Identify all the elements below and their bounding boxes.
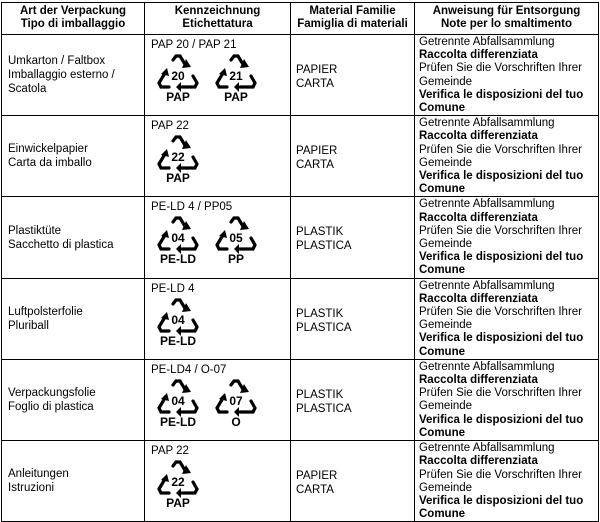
marking-code: PAP 22 (151, 120, 189, 133)
recycling-symbol (155, 135, 201, 184)
packaging-line: Pluriball (8, 319, 49, 332)
disposal-line: Getrennte Abfallsammlung (419, 198, 555, 211)
header-disposal: Anweisung für Entsorgung Note per lo smaltimento (415, 3, 599, 35)
material-abbreviation: O (231, 414, 241, 429)
marking-cell (145, 359, 291, 440)
recycling-triangle-icon (214, 54, 258, 92)
recycling-symbol (155, 379, 201, 428)
table-row (2, 441, 599, 522)
disposal-line: Comune (419, 508, 465, 521)
resin-number: 05 (229, 231, 243, 246)
packaging-line: Istruzioni (8, 482, 55, 495)
disposal-line: Getrennte Abfallsammlung (419, 442, 555, 455)
marking-cell (145, 441, 291, 522)
disposal-line: Prüfen Sie die Vorschriften Ihrer (419, 143, 582, 156)
disposal-cell (415, 116, 599, 197)
disposal-line: Gemeinde (419, 319, 473, 332)
marking-code: PE-LD 4 (151, 282, 195, 295)
material-abbreviation: PAP (166, 171, 190, 186)
table-row (2, 197, 599, 278)
disposal-line: Raccolta differenziata (419, 374, 538, 387)
material-line: PLASTIK (296, 388, 344, 401)
recycling-symbol (155, 216, 201, 265)
recycling-symbol (213, 216, 259, 265)
marking-cell (145, 116, 291, 197)
recycling-symbol (155, 298, 201, 347)
marking-code: PAP 22 (151, 445, 189, 458)
packaging-line: Plastiktüte (8, 224, 62, 237)
disposal-line: Prüfen Sie die Vorschriften Ihrer (419, 306, 582, 319)
header-row (2, 3, 599, 35)
disposal-line: Raccolta differenziata (419, 49, 538, 62)
packaging-cell (2, 359, 145, 440)
disposal-line: Comune (419, 426, 465, 439)
table-row (2, 359, 599, 440)
disposal-cell (415, 441, 599, 522)
disposal-line: Getrennte Abfallsammlung (419, 279, 555, 292)
disposal-line: Comune (419, 345, 465, 358)
material-cell (291, 278, 415, 359)
disposal-line: Verifica le disposizioni del tuo (419, 88, 584, 101)
packaging-cell (2, 197, 145, 278)
recycling-triangle-icon (214, 216, 258, 254)
table-row (2, 116, 599, 197)
disposal-cell (415, 359, 599, 440)
material-abbreviation: PAP (224, 90, 248, 104)
disposal-line: Getrennte Abfallsammlung (419, 360, 555, 373)
recycling-triangle-icon (156, 379, 200, 417)
disposal-table (1, 2, 599, 522)
disposal-line: Comune (419, 183, 465, 196)
recycling-triangle-icon (156, 298, 200, 336)
resin-number: 07 (229, 393, 243, 408)
material-line: PLASTICA (296, 402, 352, 415)
packaging-cell (2, 116, 145, 197)
disposal-line: Verifica le disposizioni del tuo (419, 494, 584, 507)
marking-code: PAP 20 / PAP 21 (151, 39, 237, 51)
packaging-cell (2, 278, 145, 359)
recycling-symbol (155, 460, 201, 509)
packaging-line: Carta da imballo (8, 157, 92, 170)
material-line: PAPIER (296, 145, 338, 158)
material-cell (291, 359, 415, 440)
packaging-line: Sacchetto di plastica (8, 238, 114, 251)
disposal-cell (415, 35, 599, 116)
resin-number: 20 (171, 69, 185, 83)
material-line: PLASTIK (296, 307, 344, 320)
material-line: CARTA (296, 484, 334, 497)
disposal-line: Verifica le disposizioni del tuo (419, 170, 584, 183)
disposal-line: Raccolta differenziata (419, 130, 538, 143)
disposal-line: Gemeinde (419, 481, 473, 494)
disposal-cell (415, 197, 599, 278)
packaging-cell (2, 35, 145, 116)
packaging-line: Anleitungen (8, 468, 69, 481)
resin-number: 21 (229, 69, 243, 83)
recycling-symbol (155, 54, 201, 103)
material-abbreviation: PAP (166, 496, 190, 511)
marking-cell (145, 35, 291, 116)
recycling-triangle-icon (156, 460, 200, 498)
recycling-triangle-icon (156, 54, 200, 92)
recycling-triangle-icon (214, 379, 258, 417)
material-abbreviation: PAP (166, 90, 190, 104)
packaging-line: Scatola (8, 83, 47, 96)
disposal-line: Prüfen Sie die Vorschriften Ihrer (419, 387, 582, 400)
recycling-symbols (155, 135, 290, 184)
marking-code: PE-LD 4 / PP05 (151, 201, 233, 214)
packaging-line: Foglio di plastica (8, 400, 94, 413)
resin-number: 22 (171, 475, 185, 490)
header-material: Material Familie Famiglia di materiali (291, 3, 415, 35)
recycling-symbols (155, 460, 290, 509)
recycling-symbols (155, 379, 290, 428)
material-line: PAPIER (296, 470, 338, 483)
disposal-line: Gemeinde (419, 156, 473, 169)
disposal-line: Gemeinde (419, 400, 473, 413)
material-cell (291, 197, 415, 278)
recycling-triangle-icon (156, 216, 200, 254)
header-marking: Kennzeichnung Etichettatura (145, 3, 291, 35)
disposal-line: Raccolta differenziata (419, 455, 538, 468)
packaging-line: Einwickelpapier (8, 143, 88, 156)
resin-number: 04 (171, 231, 185, 246)
material-cell (291, 441, 415, 522)
packaging-line: Imballaggio esterno / (8, 69, 115, 82)
marking-cell (145, 278, 291, 359)
packaging-line: Umkarton / Faltbox (8, 55, 106, 68)
disposal-line: Verifica le disposizioni del tuo (419, 251, 584, 264)
disposal-line: Verifica le disposizioni del tuo (419, 413, 584, 426)
disposal-line: Comune (419, 264, 465, 277)
disposal-line: Raccolta differenziata (419, 211, 538, 224)
table-row (2, 35, 599, 116)
marking-cell (145, 197, 291, 278)
recycling-symbols (155, 216, 290, 265)
disposal-cell (415, 278, 599, 359)
recycling-symbols (155, 298, 290, 347)
material-line: PAPIER (296, 64, 338, 76)
material-cell (291, 35, 415, 116)
packaging-cell (2, 441, 145, 522)
disposal-line: Prüfen Sie die Vorschriften Ihrer (419, 62, 582, 75)
header-packaging: Art der Verpackung Tipo di imballaggio (2, 3, 145, 35)
disposal-line: Gemeinde (419, 75, 473, 88)
material-line: PLASTICA (296, 240, 352, 253)
material-abbreviation: PE-LD (160, 252, 196, 267)
material-abbreviation: PE-LD (160, 414, 196, 429)
disposal-line: Comune (419, 102, 465, 115)
resin-number: 04 (171, 393, 185, 408)
material-cell (291, 116, 415, 197)
packaging-line: Verpackungsfolie (8, 386, 96, 399)
resin-number: 22 (171, 150, 185, 165)
disposal-line: Gemeinde (419, 238, 473, 251)
material-line: PLASTIK (296, 226, 344, 239)
disposal-line: Getrennte Abfallsammlung (419, 117, 555, 130)
material-abbreviation: PP (227, 252, 244, 267)
disposal-line: Prüfen Sie die Vorschriften Ihrer (419, 224, 582, 237)
disposal-line: Raccolta differenziata (419, 292, 538, 305)
resin-number: 04 (171, 312, 185, 327)
disposal-line: Verifica le disposizioni del tuo (419, 332, 584, 345)
material-line: PLASTICA (296, 321, 352, 334)
recycling-triangle-icon (156, 135, 200, 173)
table-row (2, 278, 599, 359)
packaging-line: Luftpolsterfolie (8, 305, 83, 318)
recycling-symbol (213, 379, 259, 428)
recycling-symbols (155, 54, 290, 103)
material-line: CARTA (296, 159, 334, 172)
material-abbreviation: PE-LD (160, 333, 196, 348)
marking-code: PE-LD4 / O-07 (151, 363, 227, 376)
recycling-symbol (213, 54, 259, 103)
disposal-line: Prüfen Sie die Vorschriften Ihrer (419, 468, 582, 481)
material-line: CARTA (296, 78, 334, 90)
disposal-line: Getrennte Abfallsammlung (419, 36, 555, 48)
